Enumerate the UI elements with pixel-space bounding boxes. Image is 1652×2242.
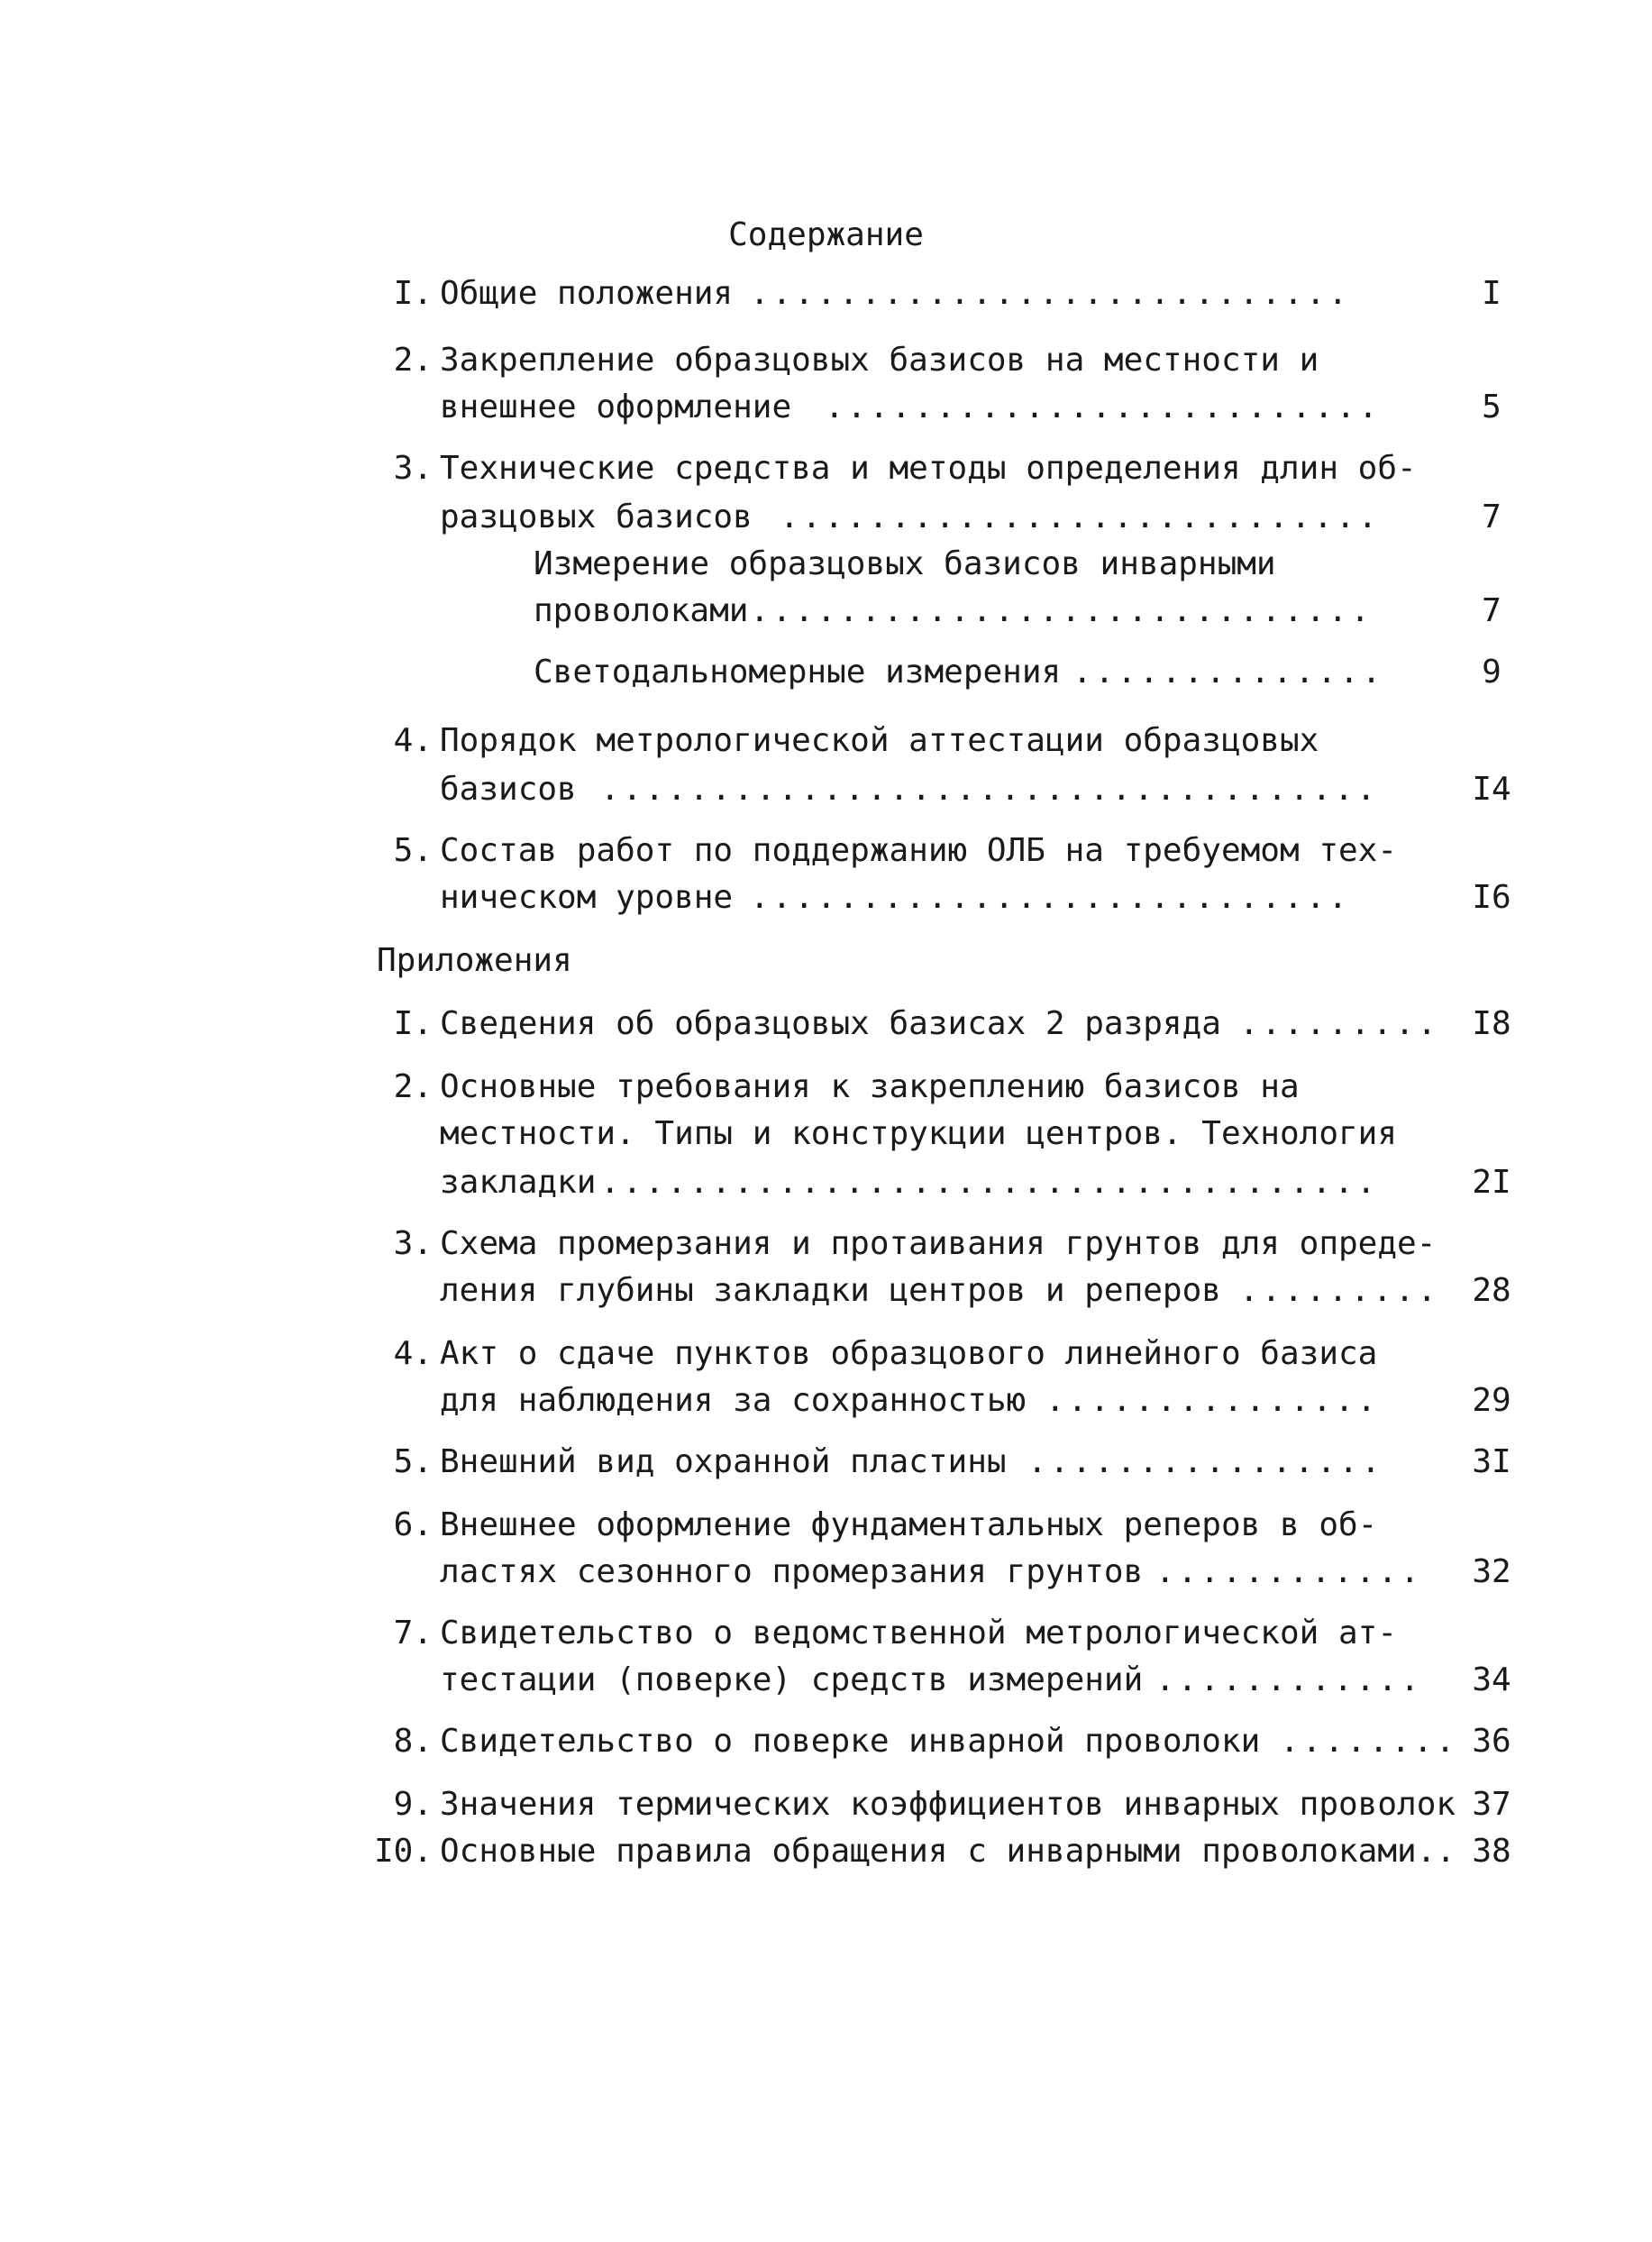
page-title: Содержание (728, 216, 924, 253)
entry-title: Основные требования к закреплению базисов на (440, 1068, 1300, 1105)
toc-entry-cont (342, 768, 1532, 811)
entry-title: местности. Типы и конструкции центров. Технология (440, 1115, 1398, 1152)
entry-title: ления глубины закладки центров и реперов (440, 1272, 1221, 1309)
toc-subentry-cont (342, 590, 1532, 633)
entry-title: Сведения об образцовых базисах 2 разряда (440, 1005, 1221, 1042)
entry-number: 5. (393, 832, 433, 869)
entry-title: Состав работ по поддержанию ОЛБ на требуемом тех- (440, 832, 1398, 869)
entry-title: Свидетельство о ведомственной метрологической ат- (440, 1615, 1398, 1652)
entry-title: Светодальномерные измерения (534, 654, 1062, 691)
entry-number: I. (393, 1005, 433, 1042)
entry-number: 2. (393, 1068, 433, 1105)
entry-number: I0. (373, 1833, 433, 1870)
entry-page: I8 (1472, 1005, 1511, 1042)
entry-page: 9 (1482, 654, 1501, 691)
leader-dots: ........ (1280, 1723, 1458, 1760)
entry-title: разцовых базисов (440, 499, 753, 535)
entry-title: для наблюдения за сохранностью (440, 1382, 1027, 1419)
toc-entry (342, 719, 1532, 763)
toc-entry-cont (342, 386, 1532, 429)
entry-title: закладки (440, 1164, 597, 1201)
entry-page: 28 (1472, 1272, 1511, 1309)
toc-entry-cont (342, 876, 1532, 920)
entry-title: внешнее оформление (440, 389, 792, 426)
entry-page: 36 (1472, 1723, 1511, 1760)
entry-page: I (1482, 275, 1501, 312)
entry-page: I6 (1472, 879, 1511, 916)
entry-number: 3. (393, 450, 433, 487)
entry-title: тестации (поверке) средств измерений (440, 1661, 1144, 1698)
entry-number: 7. (393, 1615, 433, 1652)
leader-dots: ............ (1155, 1661, 1423, 1698)
appendix-entry-cont (342, 1161, 1532, 1204)
appendix-entry-cont (342, 1379, 1532, 1423)
entry-title: ническом уровне (440, 879, 734, 916)
toc-entry (342, 339, 1532, 382)
entry-number: 5. (393, 1443, 433, 1480)
appendix-entry (342, 1002, 1532, 1046)
entry-page: 34 (1472, 1661, 1511, 1698)
leader-dots: ......................... (825, 389, 1381, 426)
entry-title: Акт о сдаче пунктов образцового линейного базиса (440, 1335, 1378, 1372)
appendix-entry-cont (342, 1269, 1532, 1313)
appendix-entry (342, 1612, 1532, 1655)
entry-page: 7 (1482, 592, 1501, 629)
leader-dots: ......... (1239, 1272, 1440, 1309)
appendix-entry-cont (342, 1659, 1532, 1702)
leader-dots: ................ (1027, 1443, 1383, 1480)
entry-title: проволоками (534, 592, 749, 629)
appendix-entry (342, 1783, 1532, 1826)
leader-dots: ........................... (750, 275, 1351, 312)
toc-entry (342, 272, 1532, 316)
entry-title: ластях сезонного промерзания грунтов (440, 1553, 1144, 1590)
entry-number: I. (393, 275, 433, 312)
leader-dots: .............. (1072, 654, 1384, 691)
appendix-entry (342, 1332, 1532, 1376)
leader-dots: ........................... (750, 879, 1351, 916)
leader-dots: ............................ (750, 592, 1373, 629)
appendix-entry (342, 1720, 1532, 1763)
entry-number: 4. (393, 722, 433, 759)
appendix-entry (342, 1066, 1532, 1109)
leader-dots: ................................... (600, 771, 1379, 808)
entry-page: 37 (1472, 1786, 1511, 1823)
toc-subentry (342, 651, 1532, 694)
toc-entry-cont (342, 496, 1532, 539)
appendix-entry (342, 1441, 1532, 1484)
entry-number: 4. (393, 1335, 433, 1372)
appendix-heading: Приложения (377, 942, 572, 979)
entry-page: 29 (1472, 1382, 1511, 1419)
leader-dots: ............... (1045, 1382, 1380, 1419)
entry-page: 7 (1482, 499, 1501, 535)
entry-title: базисов (440, 771, 577, 808)
entry-number: 2. (393, 342, 433, 379)
entry-page: 32 (1472, 1553, 1511, 1590)
entry-number: 9. (393, 1786, 433, 1823)
appendix-entry-cont (342, 1112, 1532, 1156)
leader-dots: ........................... (780, 499, 1381, 535)
leader-dots: ............ (1155, 1553, 1423, 1590)
entry-title: Значения термических коэффициентов инварных проволок (440, 1786, 1456, 1823)
toc-entry (342, 447, 1532, 490)
entry-title: Свидетельство о поверке инварной проволоки (440, 1723, 1261, 1760)
entry-title: Общие положения (440, 275, 734, 312)
entry-page: 3I (1472, 1443, 1511, 1480)
toc-entry (342, 829, 1532, 873)
entry-number: 6. (393, 1506, 433, 1543)
appendix-entry-cont (342, 1551, 1532, 1594)
toc-subentry (342, 543, 1532, 586)
entry-title: Порядок метрологической аттестации образцовых (440, 722, 1319, 759)
entry-page: 5 (1482, 389, 1501, 426)
entry-page: 2I (1472, 1164, 1511, 1201)
entry-title: Технические средства и методы определения длин об- (440, 450, 1417, 487)
entry-number: 3. (393, 1225, 433, 1262)
entry-title: Закрепление образцовых базисов на местности и (440, 342, 1319, 379)
entry-page: I4 (1472, 771, 1511, 808)
entry-title: Измерение образцовых базисов инварными (534, 545, 1276, 582)
entry-number: 8. (393, 1723, 433, 1760)
appendix-entry (342, 1504, 1532, 1547)
entry-title: Основные правила обращения с инварными проволоками.. (440, 1833, 1456, 1870)
appendix-entry (342, 1830, 1532, 1873)
leader-dots: ......... (1239, 1005, 1440, 1042)
entry-title: Схема промерзания и протаивания грунтов для опреде- (440, 1225, 1437, 1262)
entry-title: Внешнее оформление фундаментальных реперов в об- (440, 1506, 1378, 1543)
entry-title: Внешний вид охранной пластины (440, 1443, 1007, 1480)
appendix-entry (342, 1222, 1532, 1266)
entry-page: 38 (1472, 1833, 1511, 1870)
leader-dots: ................................... (600, 1164, 1379, 1201)
